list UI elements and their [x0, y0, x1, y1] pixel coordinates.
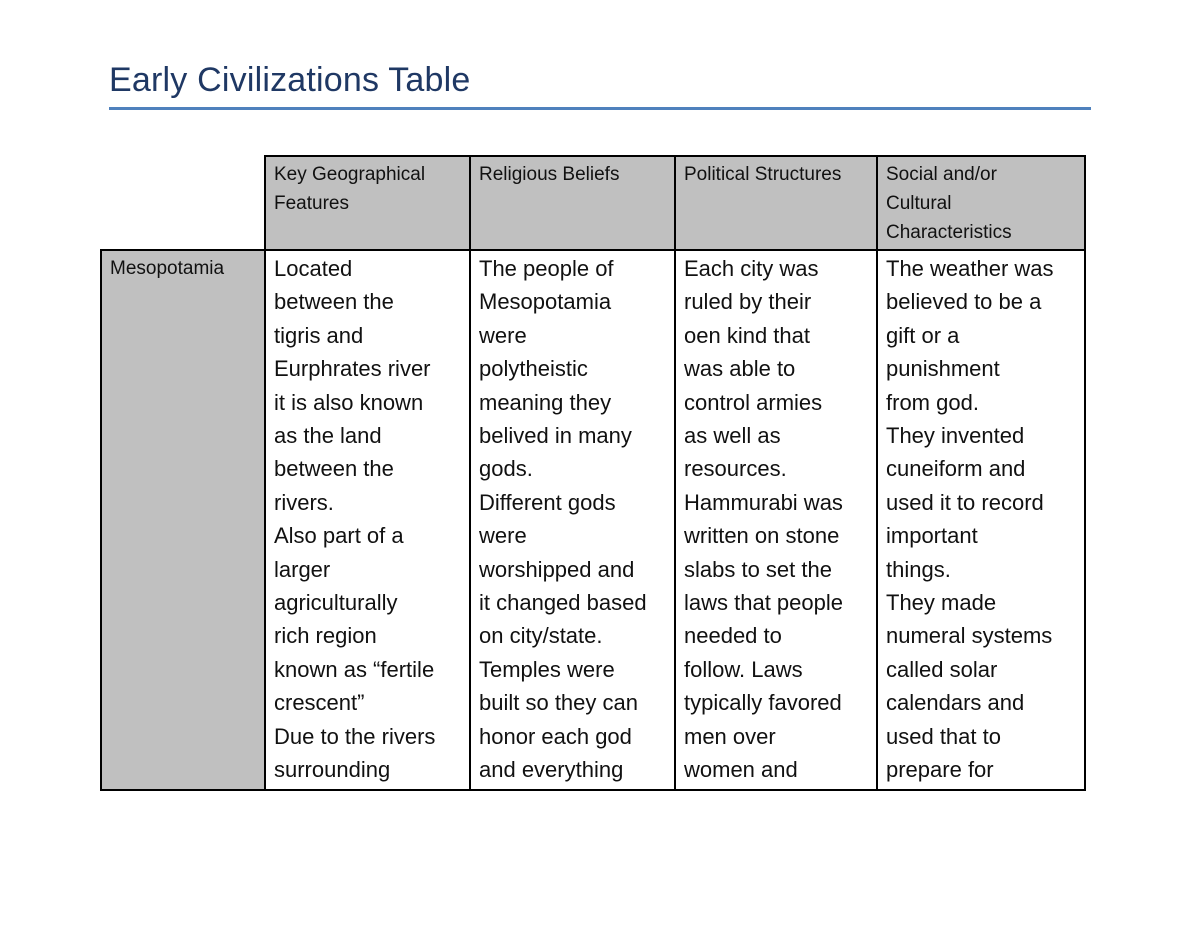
cell-line: were: [479, 322, 527, 348]
cell-line: Different gods: [479, 489, 616, 515]
cell-line: worshipped and: [479, 556, 635, 582]
header-line: Cultural: [886, 193, 952, 214]
cell-line: punishment: [886, 356, 1000, 382]
cell-line: were: [479, 523, 527, 549]
cell-line: gods.: [479, 456, 533, 482]
cell-line: The people of: [479, 256, 614, 281]
cell-line: crescent”: [274, 690, 365, 716]
table-row: [101, 250, 1085, 790]
cell-line: belived in many: [479, 423, 632, 449]
cell-line: women and: [684, 757, 798, 783]
cell-line: control armies: [684, 389, 823, 415]
cell-line: believed to be a: [886, 289, 1042, 315]
cell-line: it changed based: [479, 590, 647, 616]
column-header-geography: [265, 156, 470, 250]
header-line: Key Geographical: [274, 164, 426, 185]
cell-line: calendars and: [886, 690, 1025, 716]
cell-line: resources.: [684, 456, 787, 482]
cell-line: larger: [274, 556, 331, 582]
cell-line: needed to: [684, 623, 782, 649]
cell-line: was able to: [684, 356, 796, 382]
row-label: Mesopotamia: [110, 258, 225, 279]
cell-line: agriculturally: [274, 590, 398, 616]
cell-line: used it to record: [886, 489, 1044, 515]
cell-line: numeral systems: [886, 623, 1053, 649]
column-header-religion: [470, 156, 675, 250]
header-line: Social and/or: [886, 164, 997, 185]
cell-line: rivers.: [274, 489, 334, 515]
cell-politics: [675, 250, 877, 790]
cell-line: typically favored: [684, 690, 842, 716]
cell-line: The weather was: [886, 256, 1054, 281]
cell-line: things.: [886, 556, 951, 582]
cell-line: Temples were: [479, 656, 615, 682]
cell-line: tigris and: [274, 322, 364, 348]
cell-line: Eurphrates river: [274, 356, 431, 382]
cell-line: gift or a: [886, 322, 960, 348]
cell-line: laws that people: [684, 590, 843, 616]
cell-line: They invented: [886, 423, 1025, 449]
column-header-social-cultural: [877, 156, 1085, 250]
cell-line: written on stone: [684, 523, 840, 549]
cell-line: meaning they: [479, 389, 612, 415]
cell-line: cuneiform and: [886, 456, 1026, 482]
cell-social-cultural: [877, 250, 1085, 790]
page-title: Early Civilizations Table: [109, 61, 471, 99]
cell-line: important: [886, 523, 978, 549]
cell-line: between the: [274, 456, 394, 482]
cell-line: known as “fertile: [274, 656, 435, 682]
cell-line: They made: [886, 590, 997, 616]
cell-line: used that to: [886, 723, 1001, 749]
header-line: Political Structures: [684, 164, 842, 185]
cell-line: polytheistic: [479, 356, 588, 382]
cell-line: honor each god: [479, 723, 632, 749]
cell-line: Due to the rivers: [274, 723, 436, 749]
cell-line: ruled by their: [684, 289, 812, 315]
cell-line: follow. Laws: [684, 656, 803, 682]
cell-line: as well as: [684, 423, 781, 449]
cell-line: Hammurabi was: [684, 489, 843, 515]
header-line: Characteristics: [886, 222, 1012, 243]
header-line: Features: [274, 193, 349, 214]
cell-line: Mesopotamia: [479, 289, 612, 315]
cell-line: slabs to set the: [684, 556, 832, 582]
title-underline-rule: [109, 107, 1091, 110]
row-header-mesopotamia: [101, 250, 265, 790]
cell-line: between the: [274, 289, 394, 315]
cell-line: rich region: [274, 623, 377, 649]
cell-line: built so they can: [479, 690, 638, 716]
cell-line: Each city was: [684, 256, 819, 281]
cell-geography: [265, 250, 470, 790]
cell-line: from god.: [886, 389, 979, 415]
civilizations-table: [100, 155, 1086, 791]
cell-line: as the land: [274, 423, 382, 449]
cell-line: on city/state.: [479, 623, 603, 649]
table-header-row: [101, 156, 1085, 250]
cell-line: oen kind that: [684, 322, 810, 348]
table-corner-cell: [101, 156, 265, 250]
cell-line: called solar: [886, 656, 998, 682]
cell-line: it is also known: [274, 389, 424, 415]
cell-line: Located: [274, 256, 353, 281]
cell-line: men over: [684, 723, 776, 749]
cell-line: and everything: [479, 757, 624, 783]
header-line: Religious Beliefs: [479, 164, 620, 185]
cell-line: surrounding: [274, 757, 391, 783]
cell-religion: [470, 250, 675, 790]
cell-line: Also part of a: [274, 523, 404, 549]
column-header-politics: [675, 156, 877, 250]
cell-line: prepare for: [886, 757, 994, 783]
